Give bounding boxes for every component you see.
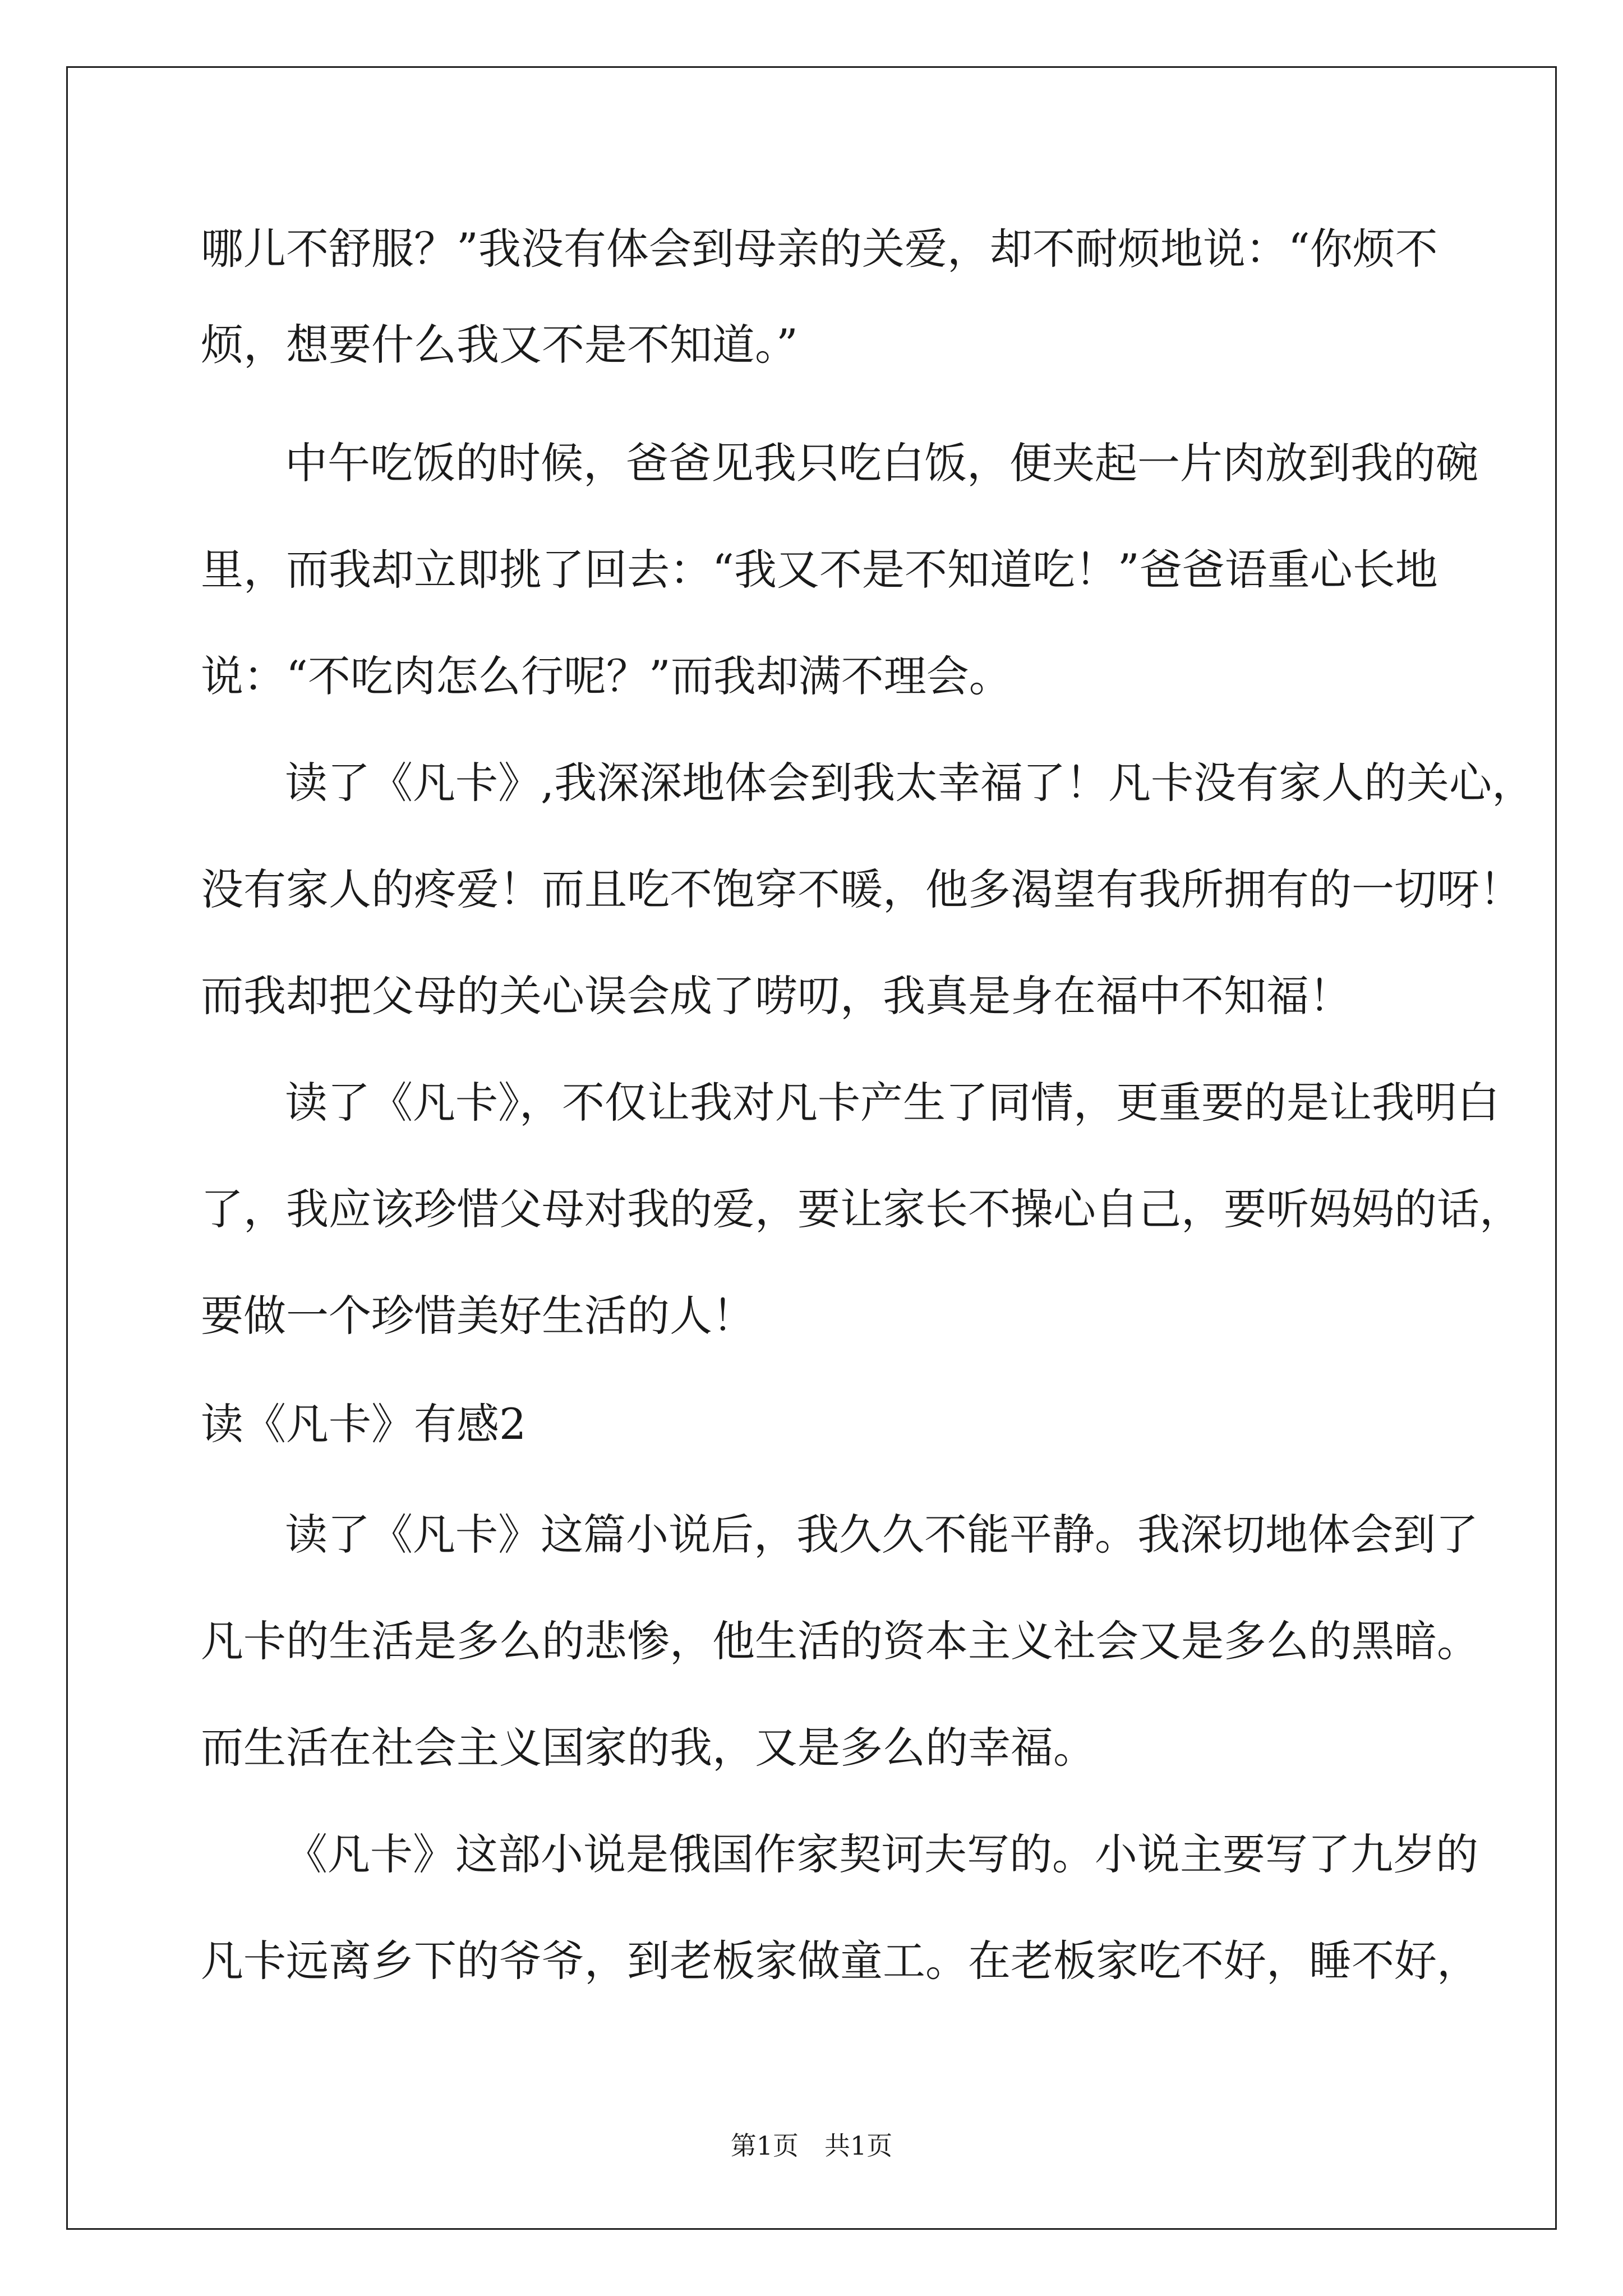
text-line: 凡卡的生活是多么的悲惨，他生活的资本主义社会又是多么的黑暗。 bbox=[201, 1616, 1479, 1666]
text-line: 而生活在社会主义国家的我，又是多么的幸福。 bbox=[201, 1723, 1096, 1773]
text-line: 读了《凡卡》,我深深地体会到我太幸福了！凡卡没有家人的关心， bbox=[285, 758, 1535, 808]
text-line: 说：“不吃肉怎么行呢？”而我却满不理会。 bbox=[201, 651, 1012, 701]
page-footer: 第1页 共1页 bbox=[730, 2131, 893, 2161]
page-border bbox=[66, 66, 1557, 2230]
text-line: 而我却把父母的关心误会成了唠叨，我真是身在福中不知福！ bbox=[201, 971, 1352, 1021]
text-line: 里，而我却立即挑了回去：“我又不是不知道吃！”爸爸语重心长地 bbox=[201, 545, 1438, 595]
text-line: 中午吃饭的时候，爸爸见我只吃白饭，便夹起一片肉放到我的碗 bbox=[285, 438, 1478, 488]
text-line: 了，我应该珍惜父母对我的爱，要让家长不操心自己，要听妈妈的话， bbox=[201, 1184, 1522, 1234]
text-line: 没有家人的疼爱！而且吃不饱穿不暖，他多渴望有我所拥有的一切呀！ bbox=[201, 864, 1522, 914]
text-line: 凡卡远离乡下的爷爷，到老板家做童工。在老板家吃不好，睡不好， bbox=[201, 1936, 1479, 1986]
text-line: 《凡卡》这部小说是俄国作家契诃夫写的。小说主要写了九岁的 bbox=[285, 1829, 1478, 1879]
text-line: 要做一个珍惜美好生活的人！ bbox=[201, 1291, 755, 1341]
text-line: 读了《凡卡》这篇小说后，我久久不能平静。我深切地体会到了 bbox=[285, 1510, 1478, 1559]
section-heading: 读《凡卡》有感2 bbox=[201, 1399, 527, 1449]
text-line: 读了《凡卡》，不仅让我对凡卡产生了同情，更重要的是让我明白 bbox=[285, 1078, 1500, 1128]
text-line: 哪儿不舒服？”我没有体会到母亲的关爱，却不耐烦地说：“你烦不 bbox=[201, 224, 1438, 274]
text-line: 烦，想要什么我又不是不知道。” bbox=[201, 320, 798, 370]
